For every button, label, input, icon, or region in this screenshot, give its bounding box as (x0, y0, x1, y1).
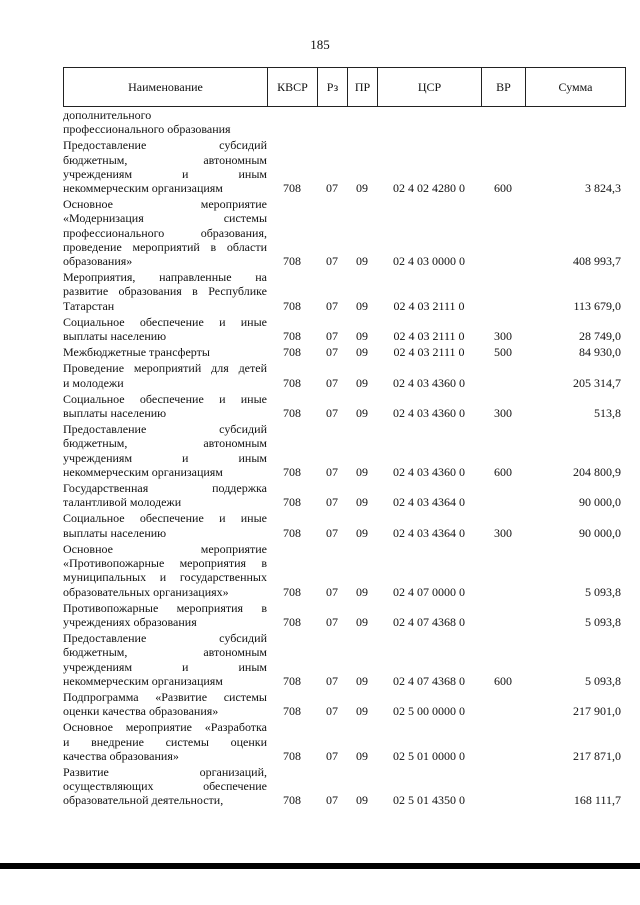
kvsr-cell: 708 (283, 464, 301, 479)
name-line: Основное мероприятие (63, 541, 267, 556)
pr-cell: 09 (356, 329, 368, 344)
csr-cell: 02 5 01 0000 0 (393, 748, 465, 763)
csr-cell: 02 4 07 4368 0 (393, 673, 465, 688)
table-row (63, 542, 625, 599)
csr-cell: 02 4 07 0000 0 (393, 584, 465, 599)
name-line: талантливой молодежи (63, 495, 182, 510)
name-cell (63, 315, 267, 343)
name-line: оценки качества образования» (63, 704, 219, 719)
name-line: учреждениям и иным (63, 166, 267, 181)
pr-cell: 09 (356, 495, 368, 510)
name-line: образовательных организациях» (63, 584, 229, 599)
table-row (63, 631, 625, 688)
vr-cell: 300 (494, 329, 512, 344)
rz-cell: 07 (326, 584, 338, 599)
name-line: Социальное обеспечение и иные (63, 511, 267, 526)
sum-cell: 3 824,3 (585, 181, 621, 196)
kvsr-cell: 708 (283, 181, 301, 196)
name-cell (63, 542, 267, 599)
pr-cell: 09 (356, 793, 368, 808)
table-row (63, 690, 625, 718)
name-line: выплаты населению (63, 406, 167, 421)
header-csr: ЦСР (378, 68, 482, 107)
csr-cell: 02 4 03 4364 0 (393, 525, 465, 540)
pr-cell: 09 (356, 614, 368, 629)
name-cell (63, 361, 267, 389)
table-row (63, 601, 625, 629)
name-line: учреждениях образования (63, 614, 197, 629)
rz-cell: 07 (326, 406, 338, 421)
table-header (63, 67, 626, 107)
name-cell (63, 631, 267, 688)
kvsr-cell: 708 (283, 584, 301, 599)
name-line: Подпрограмма «Развитие системы (63, 689, 267, 704)
kvsr-cell: 708 (283, 704, 301, 719)
vr-cell: 600 (494, 464, 512, 479)
name-line: бюджетным, автономным (63, 436, 267, 451)
table-row (63, 422, 625, 479)
pr-cell: 09 (356, 584, 368, 599)
csr-cell: 02 4 03 2111 0 (393, 345, 465, 360)
kvsr-cell: 708 (283, 614, 301, 629)
csr-cell: 02 4 03 4360 0 (393, 464, 465, 479)
name-cell (63, 601, 267, 629)
kvsr-cell: 708 (283, 298, 301, 313)
vr-cell: 600 (494, 673, 512, 688)
csr-cell: 02 4 03 4360 0 (393, 406, 465, 421)
sum-cell: 5 093,8 (585, 673, 621, 688)
name-cell (63, 108, 267, 136)
pr-cell: 09 (356, 298, 368, 313)
kvsr-cell: 708 (283, 748, 301, 763)
name-cell (63, 481, 267, 509)
name-line: выплаты населению (63, 329, 167, 344)
name-line: выплаты населению (63, 525, 167, 540)
name-line: Основное мероприятие «Разработка (63, 720, 267, 735)
rz-cell: 07 (326, 614, 338, 629)
name-line: Предоставление субсидий (63, 138, 267, 153)
name-line: образовательной деятельности, (63, 793, 224, 808)
name-line: и внедрение системы оценки (63, 734, 267, 749)
name-line: Татарстан (63, 298, 115, 313)
kvsr-cell: 708 (283, 345, 301, 360)
header-name: Наименование (64, 68, 268, 107)
kvsr-cell: 708 (283, 375, 301, 390)
sum-cell: 513,8 (594, 406, 621, 421)
vr-cell: 500 (494, 345, 512, 360)
table-row (63, 720, 625, 763)
csr-cell: 02 4 03 2111 0 (393, 329, 465, 344)
pr-cell: 09 (356, 181, 368, 196)
csr-cell: 02 5 00 0000 0 (393, 704, 465, 719)
rz-cell: 07 (326, 345, 338, 360)
name-line: Межбюджетные трансферты (63, 345, 210, 360)
sum-cell: 217 871,0 (573, 748, 621, 763)
vr-cell: 300 (494, 406, 512, 421)
csr-cell: 02 4 02 4280 0 (393, 181, 465, 196)
header-vr: ВР (482, 68, 526, 107)
pr-cell: 09 (356, 704, 368, 719)
name-line: Основное мероприятие (63, 197, 267, 212)
name-line: бюджетным, автономным (63, 152, 267, 167)
rz-cell: 07 (326, 748, 338, 763)
sum-cell: 408 993,7 (573, 254, 621, 269)
name-line: Предоставление субсидий (63, 631, 267, 646)
name-line: качества образования» (63, 748, 179, 763)
rz-cell: 07 (326, 673, 338, 688)
kvsr-cell: 708 (283, 406, 301, 421)
name-line: и молодежи (63, 375, 124, 390)
budget-rows (63, 106, 625, 808)
name-line: учреждениям и иным (63, 659, 267, 674)
table-row (63, 361, 625, 389)
name-cell (63, 270, 267, 313)
kvsr-cell: 708 (283, 254, 301, 269)
name-line: профессионального образования, (63, 225, 267, 240)
csr-cell: 02 4 03 4364 0 (393, 495, 465, 510)
name-line: профессионального образования (63, 122, 231, 137)
sum-cell: 5 093,8 (585, 614, 621, 629)
pr-cell: 09 (356, 464, 368, 479)
name-cell (63, 392, 267, 420)
table-row (63, 511, 625, 539)
csr-cell: 02 4 07 4368 0 (393, 614, 465, 629)
header-pr: ПР (348, 68, 378, 107)
kvsr-cell: 708 (283, 673, 301, 688)
csr-cell: 02 5 01 4350 0 (393, 793, 465, 808)
rz-cell: 07 (326, 181, 338, 196)
csr-cell: 02 4 03 2111 0 (393, 298, 465, 313)
csr-cell: 02 4 03 4360 0 (393, 375, 465, 390)
rz-cell: 07 (326, 525, 338, 540)
sum-cell: 217 901,0 (573, 704, 621, 719)
header-rz: Рз (318, 68, 348, 107)
header-sum: Сумма (526, 68, 626, 107)
kvsr-cell: 708 (283, 793, 301, 808)
name-line: проведение мероприятий в области (63, 239, 267, 254)
table-row (63, 315, 625, 343)
name-line: Мероприятия, направленные на (63, 270, 267, 285)
name-line: Социальное обеспечение и иные (63, 314, 267, 329)
rz-cell: 07 (326, 298, 338, 313)
name-line: «Модернизация системы (63, 211, 267, 226)
name-cell (63, 720, 267, 763)
name-line: муниципальных и государственных (63, 570, 267, 585)
vr-cell: 300 (494, 525, 512, 540)
rz-cell: 07 (326, 375, 338, 390)
name-cell (63, 197, 267, 268)
pr-cell: 09 (356, 375, 368, 390)
name-line: «Противопожарные мероприятия в (63, 556, 267, 571)
name-line: Государственная поддержка (63, 481, 267, 496)
name-line: бюджетным, автономным (63, 645, 267, 660)
name-cell (63, 138, 267, 195)
name-line: некоммерческим организациям (63, 464, 223, 479)
table-row (63, 392, 625, 420)
name-cell (63, 345, 267, 359)
pr-cell: 09 (356, 525, 368, 540)
sum-cell: 90 000,0 (579, 495, 621, 510)
header-kvsr: КВСР (268, 68, 318, 107)
bottom-border-bar (0, 863, 640, 869)
rz-cell: 07 (326, 495, 338, 510)
pr-cell: 09 (356, 254, 368, 269)
sum-cell: 168 111,7 (573, 793, 621, 808)
name-line: Проведение мероприятий для детей (63, 361, 267, 376)
table-row (63, 481, 625, 509)
sum-cell: 113 679,0 (573, 298, 621, 313)
name-line: дополнительного (63, 108, 152, 122)
name-cell (63, 511, 267, 539)
name-cell (63, 690, 267, 718)
kvsr-cell: 708 (283, 495, 301, 510)
table-row (63, 270, 625, 313)
pr-cell: 09 (356, 748, 368, 763)
pr-cell: 09 (356, 345, 368, 360)
rz-cell: 07 (326, 329, 338, 344)
vr-cell: 600 (494, 181, 512, 196)
csr-cell: 02 4 03 0000 0 (393, 254, 465, 269)
name-line: осуществляющих обеспечение (63, 779, 267, 794)
rz-cell: 07 (326, 704, 338, 719)
kvsr-cell: 708 (283, 329, 301, 344)
name-line: развитие образования в Республике (63, 284, 267, 299)
table-row (63, 765, 625, 808)
pr-cell: 09 (356, 406, 368, 421)
kvsr-cell: 708 (283, 525, 301, 540)
name-line: Социальное обеспечение и иные (63, 391, 267, 406)
name-line: некоммерческим организациям (63, 181, 223, 196)
pr-cell: 09 (356, 673, 368, 688)
name-line: Противопожарные мероприятия в (63, 600, 267, 615)
name-cell (63, 422, 267, 479)
table-row (63, 197, 625, 268)
name-line: некоммерческим организациям (63, 673, 223, 688)
rz-cell: 07 (326, 464, 338, 479)
name-line: образования» (63, 254, 133, 269)
sum-cell: 28 749,0 (579, 329, 621, 344)
rz-cell: 07 (326, 793, 338, 808)
sum-cell: 84 930,0 (579, 345, 621, 360)
sum-cell: 90 000,0 (579, 525, 621, 540)
name-cell (63, 765, 267, 808)
table-row (63, 345, 625, 359)
table-row (63, 138, 625, 195)
sum-cell: 5 093,8 (585, 584, 621, 599)
page-number: 185 (310, 37, 330, 52)
sum-cell: 204 800,9 (573, 464, 621, 479)
sum-cell: 205 314,7 (573, 375, 621, 390)
name-line: Предоставление субсидий (63, 422, 267, 437)
name-line: Развитие организаций, (63, 764, 267, 779)
table-row (63, 108, 625, 136)
name-line: учреждениям и иным (63, 450, 267, 465)
rz-cell: 07 (326, 254, 338, 269)
